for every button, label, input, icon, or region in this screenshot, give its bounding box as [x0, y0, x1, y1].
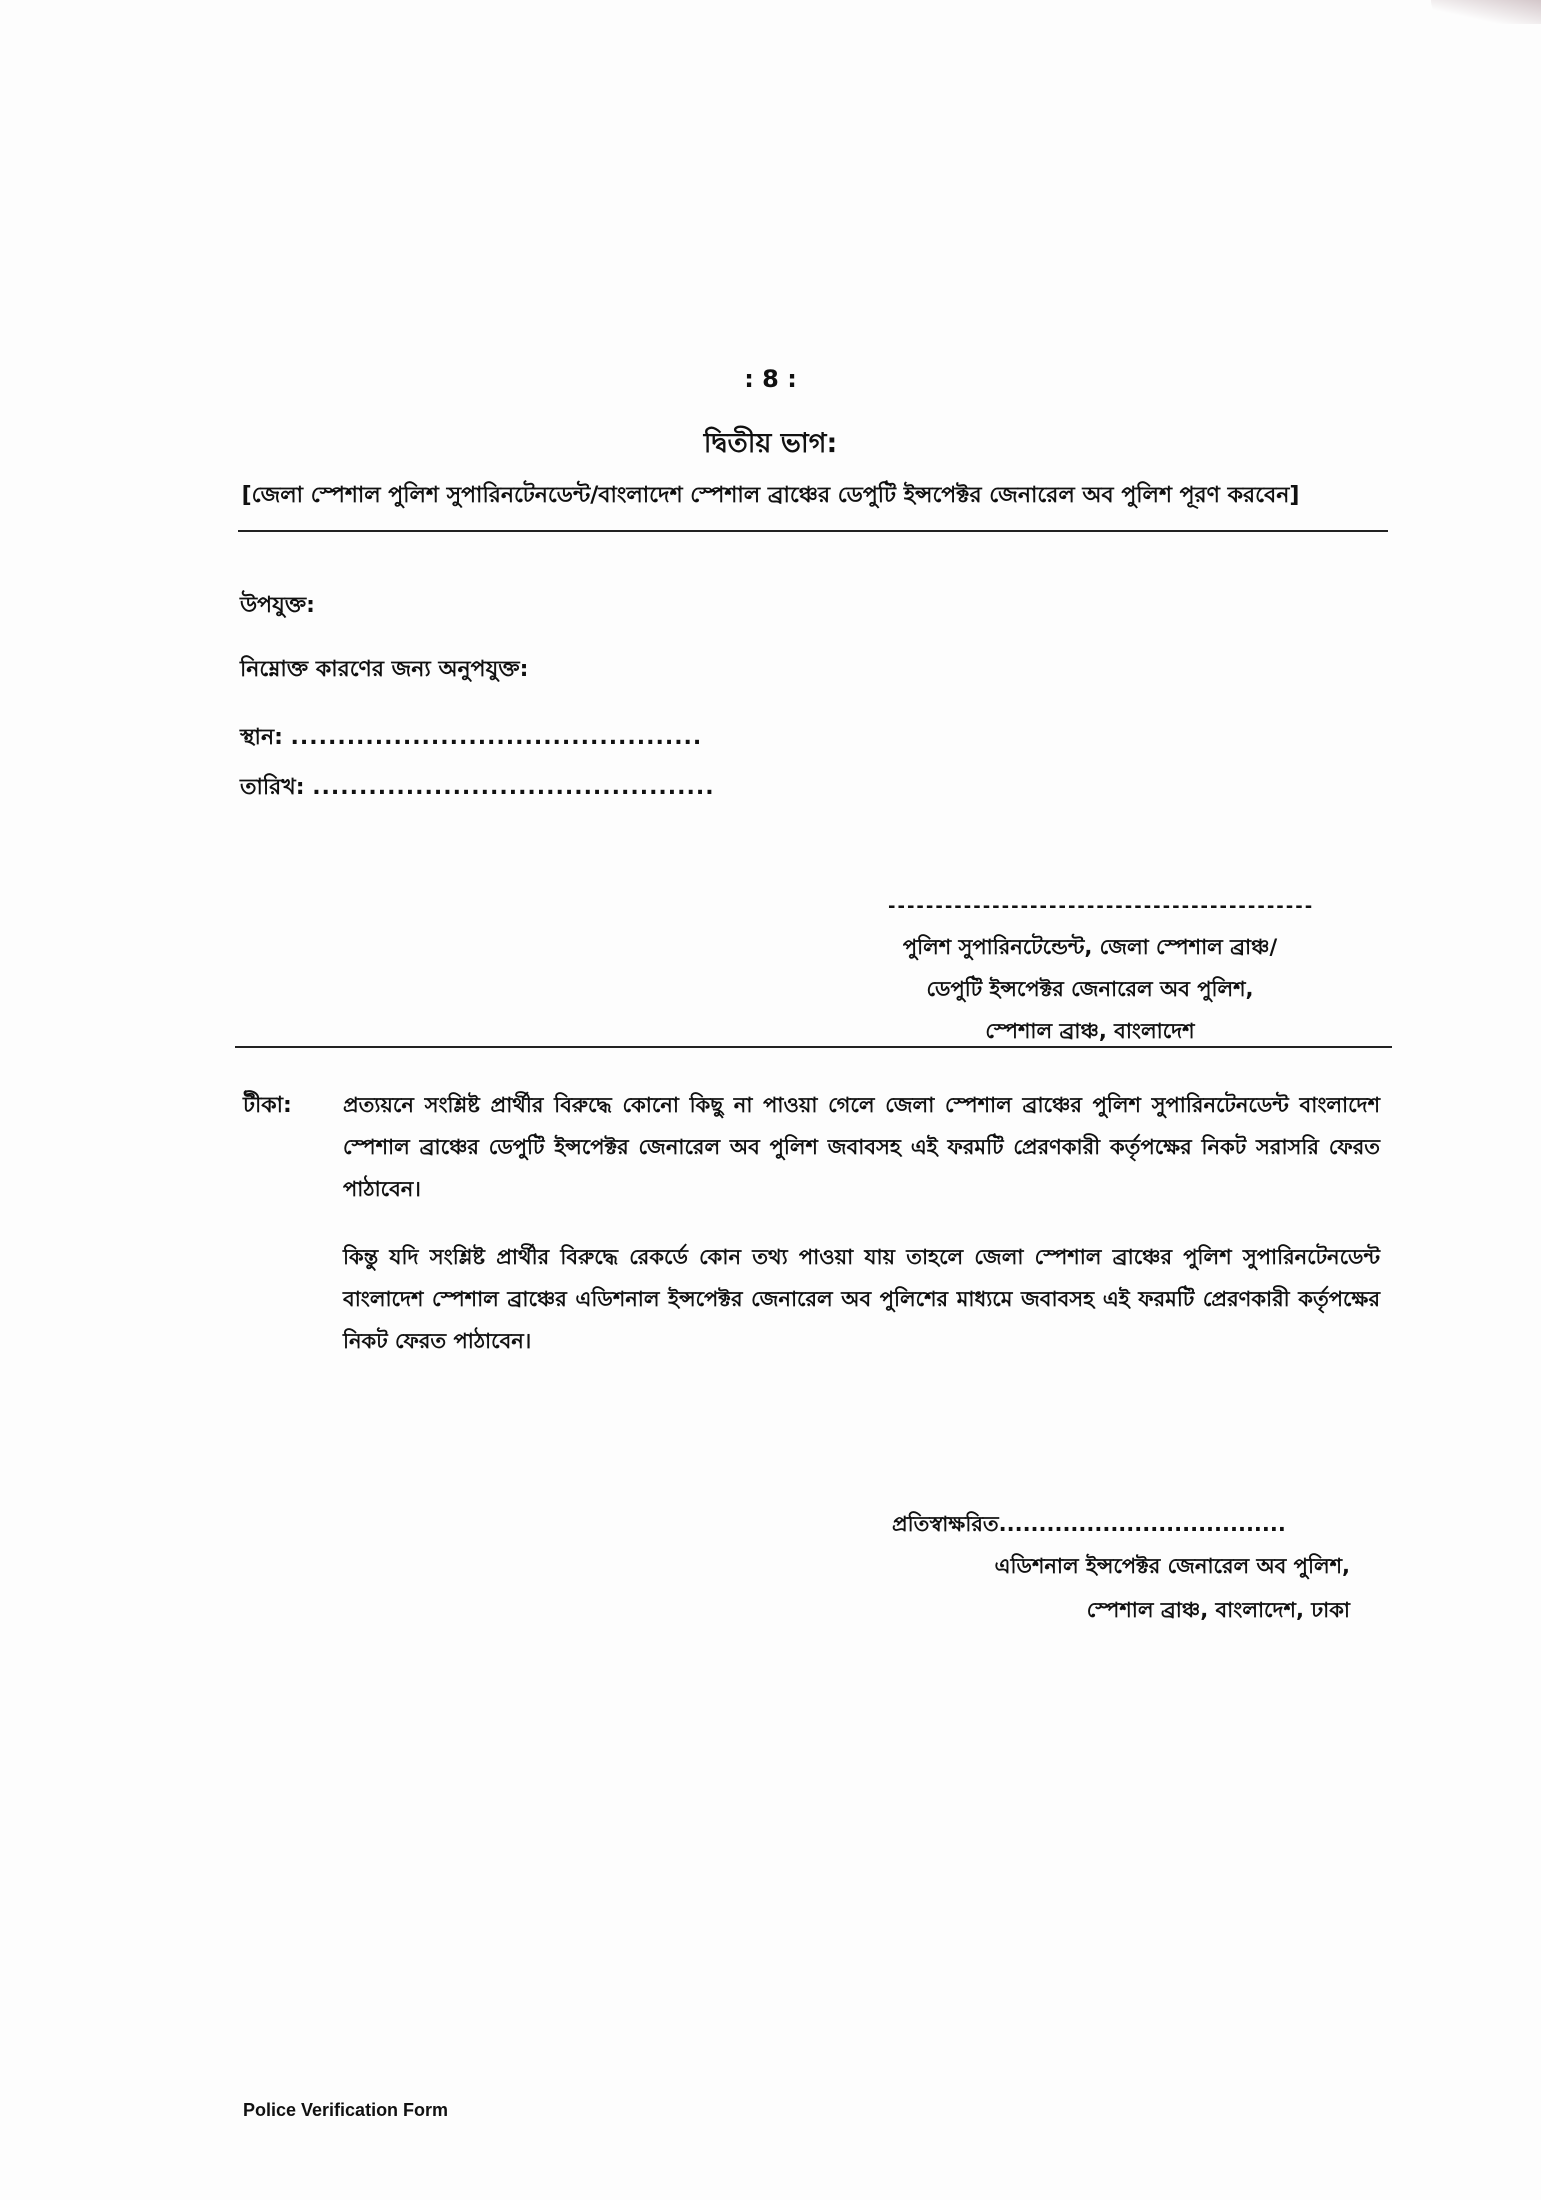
date-field [240, 770, 715, 807]
note-paragraph-1: প্রত্যয়নে সংশ্লিষ্ট প্রার্থীর বিরুদ্ধে কোনো কিছু না পাওয়া গেলে জেলা স্পেশাল ব্রাঞ্চের পুলিশ সুপারিনটেনডেন্ট বাংলাদেশ স্পেশাল ব্রাঞ্চের ডেপুটি ইন্সপেক্টর জেনারেল অব পুলিশ জবাবসহ এই ফরমটি প্রেরণকারী কর্তৃপক্ষের নিকট সরাসরি ফেরত পাঠাবেন। [343, 1093, 1380, 1201]
note-paragraph-2: কিন্তু যদি সংশ্লিষ্ট প্রার্থীর বিরুদ্ধে রেকর্ডে কোন তথ্য পাওয়া যায় তাহলে জেলা স্পেশাল ব্রাঞ্চের পুলিশ সুপারিনটেনডেন্ট বাংলাদেশ স্পেশাল ব্রাঞ্চের এডিশনাল ইন্সপেক্টর জেনারেল অব পুলিশের মাধ্যমে জবাবসহ এই ফরমটি প্রেরণকারী কর্তৃপক্ষের নিকট ফেরত পাঠাবেন। [343, 1245, 1380, 1353]
countersign-title-line1: এডিশনাল ইন্সপেক্টর জেনারেল অব পুলিশ, [994, 1554, 1350, 1578]
countersign-title-line2: স্পেশাল ব্রাঞ্চ, বাংলাদেশ, ঢাকা [1086, 1598, 1350, 1622]
date-label: তারিখ: [240, 775, 305, 800]
section-title: দ্বিতীয় ভাগ: [703, 428, 838, 459]
countersign-block [930, 1544, 1350, 1632]
page-number: : 8 : [744, 365, 797, 393]
countersign-label: প্রতিস্বাক্ষরিত.................................... [892, 1512, 1286, 1536]
scan-smudge [1431, 0, 1541, 24]
signature-title-line3: স্পেশাল ব্রাঞ্চ, বাংলাদেশ [985, 1019, 1195, 1043]
suitable-label: উপযুক্ত: [240, 593, 315, 618]
signature-line: --------------------------------------------- [888, 896, 1315, 917]
unsuitable-label: নিম্নোক্ত কারণের জন্য অনুপযুক্ত: [240, 657, 529, 682]
signature-title-line1: পুলিশ সুপারিনটেন্ডেন্ট, জেলা স্পেশাল ব্রাঞ্চ/ [902, 935, 1278, 959]
signature-block [860, 926, 1320, 1052]
middle-divider [235, 1046, 1392, 1048]
footer-form-name: Police Verification Form [243, 2100, 449, 2120]
fill-instruction: [জেলা স্পেশাল পুলিশ সুপারিনটেনডেন্ট/বাংলাদেশ স্পেশাল ব্রাঞ্চের ডেপুটি ইন্সপেক্টর জেনারেল অব পুলিশ পূরণ করবেন] [241, 483, 1300, 508]
date-blank: ........................................... [312, 775, 715, 800]
place-label: স্থান: [240, 725, 283, 750]
top-divider [238, 530, 1388, 532]
suitable-field [240, 588, 315, 625]
note-label: টীকা: [243, 1093, 292, 1118]
unsuitable-field [240, 652, 528, 689]
place-field [240, 720, 702, 757]
place-blank: ............................................ [290, 725, 703, 750]
signature-title-line2: ডেপুটি ইন্সপেক্টর জেনারেল অব পুলিশ, [926, 977, 1254, 1001]
